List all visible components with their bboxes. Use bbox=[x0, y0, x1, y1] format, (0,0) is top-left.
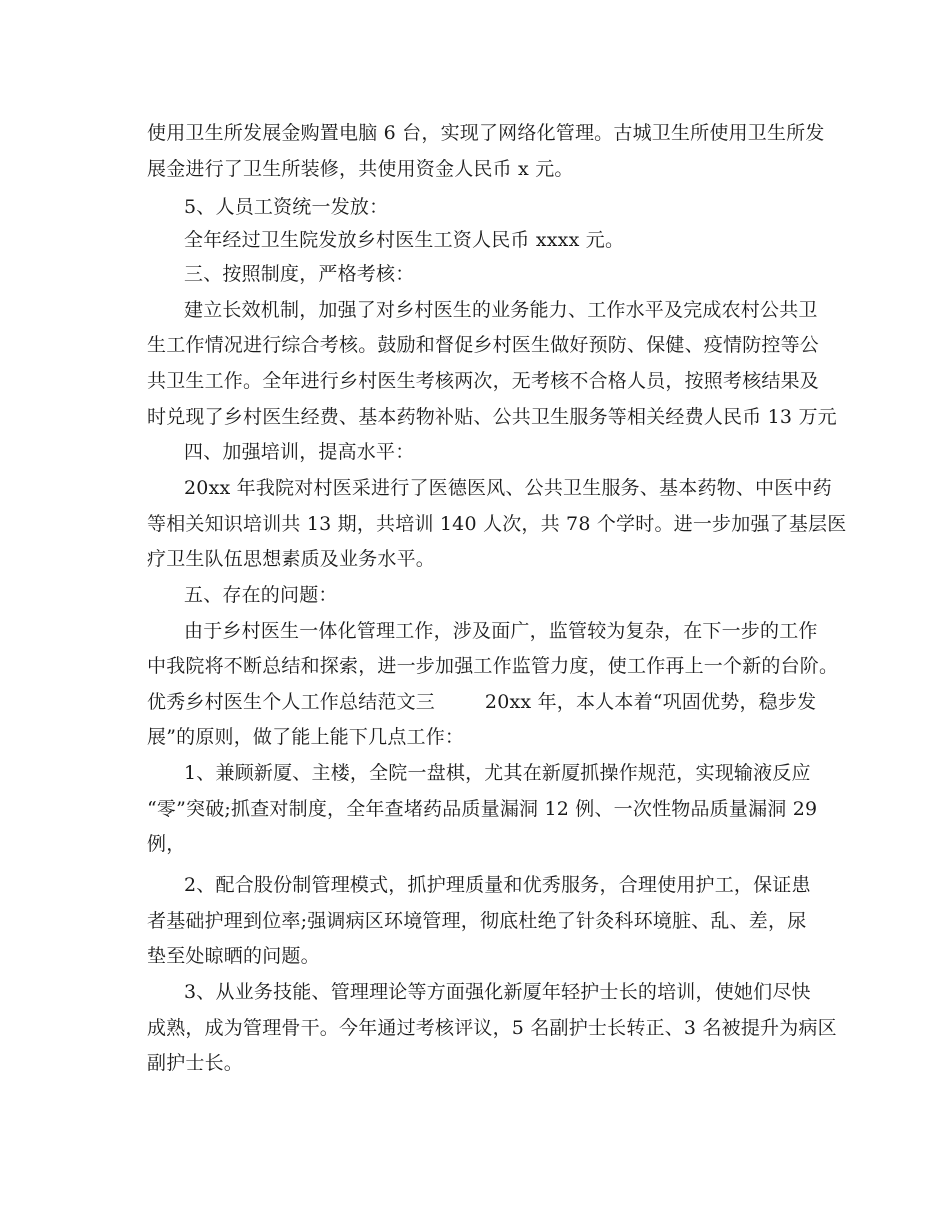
section-heading: 五、存在的问题： bbox=[184, 584, 338, 606]
text-line: 等相关知识培训共 13 期，共培训 140 人次，共 78 个学时。进一步加强了基层医 bbox=[147, 513, 847, 535]
text-line: 者基础护理到位率;强调病区环境管理，彻底杜绝了针灸科环境脏、乱、差，尿 bbox=[147, 910, 807, 932]
list-item: 2、配合股份制管理模式，抓护理质量和优秀服务，合理使用护工，保证患 bbox=[184, 874, 811, 896]
text-line: 建立长效机制，加强了对乡村医生的业务能力、工作水平及完成农村公共卫 bbox=[184, 299, 818, 321]
text-line: 时兑现了乡村医生经费、基本药物补贴、公共卫生服务等相关经费人民币 13 万元 bbox=[147, 406, 837, 428]
text-line: 20xx 年我院对村医采进行了医德医风、公共卫生服务、基本药物、中医中药 bbox=[184, 477, 832, 499]
text-line: 疗卫生队伍思想素质及业务水平。 bbox=[147, 548, 436, 570]
section-heading: 四、加强培训，提高水平： bbox=[184, 441, 415, 463]
article-title-line: 优秀乡村医生个人工作总结范文三 20xx 年，本人本着“巩固优势，稳步发 bbox=[147, 691, 817, 713]
text-line: 共卫生工作。全年进行乡村医生考核两次，无考核不合格人员，按照考核结果及 bbox=[147, 370, 820, 392]
text-line: 使用卫生所发展金购置电脑 6 台，实现了网络化管理。古城卫生所使用卫生所发 bbox=[147, 122, 825, 144]
list-item: 3、从业务技能、管理理论等方面强化新厦年轻护士长的培训，使她们尽快 bbox=[184, 981, 811, 1003]
text-line: 展”的原则，做了能上能下几点工作： bbox=[147, 726, 465, 748]
text-line: 垫至处晾晒的问题。 bbox=[147, 945, 320, 967]
text-line: 副护士长。 bbox=[147, 1052, 244, 1074]
text-line: 由于乡村医生一体化管理工作，涉及面广，监管较为复杂，在下一步的工作 bbox=[184, 620, 818, 642]
section-heading: 三、按照制度，严格考核： bbox=[184, 263, 415, 285]
list-item: 1、兼顾新厦、主楼，全院一盘棋，尤其在新厦抓操作规范，实现输液反应 bbox=[184, 762, 811, 784]
text-line: 中我院将不断总结和探索，进一步加强工作监管力度，使工作再上一个新的台阶。 bbox=[147, 655, 839, 677]
text-line: 生工作情况进行综合考核。鼓励和督促乡村医生做好预防、保健、疫情防控等公 bbox=[147, 334, 820, 356]
text-line: 全年经过卫生院发放乡村医生工资人民币 xxxx 元。 bbox=[184, 229, 625, 251]
section-heading: 5、人员工资统一发放： bbox=[184, 196, 389, 218]
text-line: 例， bbox=[147, 833, 186, 855]
text-line: 成熟，成为管理骨干。今年通过考核评议，5 名副护士长转正、3 名被提升为病区 bbox=[147, 1017, 837, 1039]
text-line: “零”突破;抓查对制度，全年查堵药品质量漏洞 12 例、一次性物品质量漏洞 29 bbox=[147, 798, 818, 820]
text-line: 展金进行了卫生所装修，共使用资金人民币 x 元。 bbox=[147, 158, 574, 180]
